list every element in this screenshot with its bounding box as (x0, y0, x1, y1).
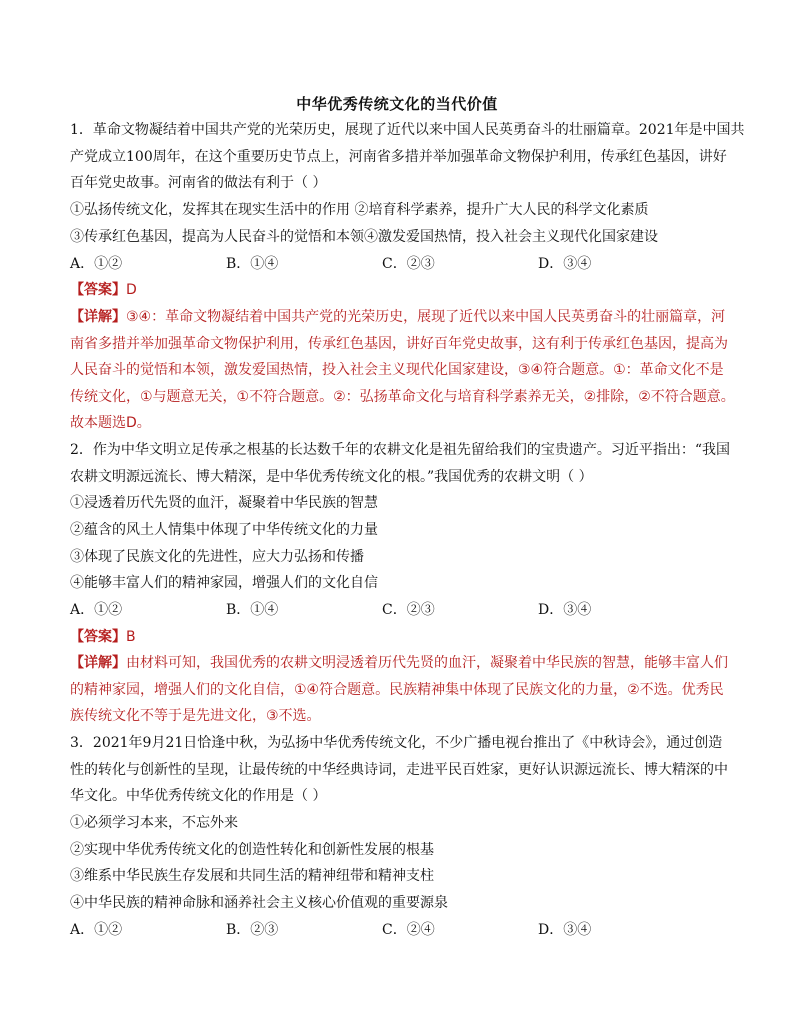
option-b: B．①④ (226, 256, 279, 272)
option-c: C．②③ (382, 602, 435, 618)
question-stem-line: 农耕文明源远流长、博大精深，是中华优秀传统文化的根。”我国优秀的农耕文明（ ） (70, 469, 593, 485)
question-stem-line: 3．2021年9月21日恰逢中秋，为弘扬中华优秀传统文化，不少广播电视台推出了《中秋诗会》，通过创造 (70, 735, 723, 751)
detail-line: 人民奋斗的觉悟和本领，激发爱国热情，投入社会主义现代化国家建设，③④符合题意。①：革命文化不是 (70, 362, 724, 378)
detail-line: 传统文化，①与题意无关，①不符合题意。②：弘扬革命文化与培育科学素养无关，②排除，②不符合题意。 (70, 389, 735, 405)
option-d: D．③④ (538, 256, 592, 272)
statement-item: ③体现了民族文化的先进性，应大力弘扬和传播 (70, 549, 364, 565)
statement-item: ④中华民族的精神命脉和涵养社会主义核心价值观的重要源泉 (70, 895, 448, 911)
question-stem-line: 百年党史故事。河南省的做法有利于（ ） (70, 175, 327, 191)
statement-item: ①必须学习本来，不忘外来 (70, 815, 238, 831)
answer-value: B (126, 629, 136, 645)
statement-item: ②实现中华优秀传统文化的创造性转化和创新性发展的根基 (70, 842, 434, 858)
question-stem-line: 1．革命文物凝结着中国共产党的光荣历史，展现了近代以来中国人民英勇奋斗的壮丽篇章。2021年是中国共 (70, 122, 745, 138)
detail-line: 故本题选D。 (70, 415, 151, 431)
option-a: A．①② (70, 256, 123, 272)
option-d: D．③④ (538, 922, 592, 938)
detail-tag: 【详解】 (70, 655, 126, 671)
question-stem-line: 性的转化与创新性的呈现，让最传统的中华经典诗词，走进平民百姓家，更好认识源远流长、博大精深的中 (70, 762, 728, 778)
answer-line (70, 281, 137, 299)
answer-tag: 【答案】 (70, 282, 126, 298)
statement-item: ①弘扬传统文化，发挥其在现实生活中的作用 ②培育科学素养，提升广大人民的科学文化素质 (70, 202, 649, 218)
detail-text: 由材料可知，我国优秀的农耕文明浸透着历代先贤的血汗，凝聚着中华民族的智慧，能够丰富人们 (126, 655, 728, 671)
detail-line: 的精神家园，增强人们的文化自信，①④符合题意。民族精神集中体现了民族文化的力量，②不选。优秀民 (70, 682, 724, 698)
option-b: B．①④ (226, 602, 279, 618)
question-stem-line: 华文化。中华优秀传统文化的作用是（ ） (70, 788, 327, 804)
answer-value: D (126, 282, 137, 298)
detail-text: ③④：革命文物凝结着中国共产党的光荣历史，展现了近代以来中国人民英勇奋斗的壮丽篇章，河 (126, 309, 726, 325)
option-a: A．①② (70, 602, 123, 618)
option-c: C．②④ (382, 922, 435, 938)
statement-item: ③传承红色基因，提高为人民奋斗的觉悟和本领④激发爱国热情，投入社会主义现代化国家建设 (70, 229, 658, 245)
page-title: 中华优秀传统文化的当代价值 (296, 95, 498, 113)
detail-line: 南省多措并举加强革命文物保护利用，传承红色基因，讲好百年党史故事，这有利于传承红色基因，提高为 (70, 336, 728, 352)
detail-line (70, 654, 728, 672)
detail-tag: 【详解】 (70, 309, 126, 325)
detail-line: 族传统文化不等于是先进文化，③不选。 (70, 708, 321, 724)
answer-line (70, 628, 136, 646)
option-b: B．②③ (226, 922, 279, 938)
question-stem-line: 产党成立100周年，在这个重要历史节点上，河南省多措并举加强革命文物保护利用，传承红色基因，讲好 (70, 149, 727, 165)
detail-line (70, 308, 725, 326)
question-stem-line: 2．作为中华文明立足传承之根基的长达数千年的农耕文化是祖先留给我们的宝贵遗产。习近平指出：“我国 (70, 442, 731, 458)
statement-item: ④能够丰富人们的精神家园，增强人们的文化自信 (70, 575, 378, 591)
option-a: A．①② (70, 922, 123, 938)
statement-item: ①浸透着历代先贤的血汗，凝聚着中华民族的智慧 (70, 495, 378, 511)
statement-item: ③维系中华民族生存发展和共同生活的精神纽带和精神支柱 (70, 868, 434, 884)
statement-item: ②蕴含的风土人情集中体现了中华传统文化的力量 (70, 522, 378, 538)
option-c: C．②③ (382, 256, 435, 272)
answer-tag: 【答案】 (70, 629, 126, 645)
option-d: D．③④ (538, 602, 592, 618)
